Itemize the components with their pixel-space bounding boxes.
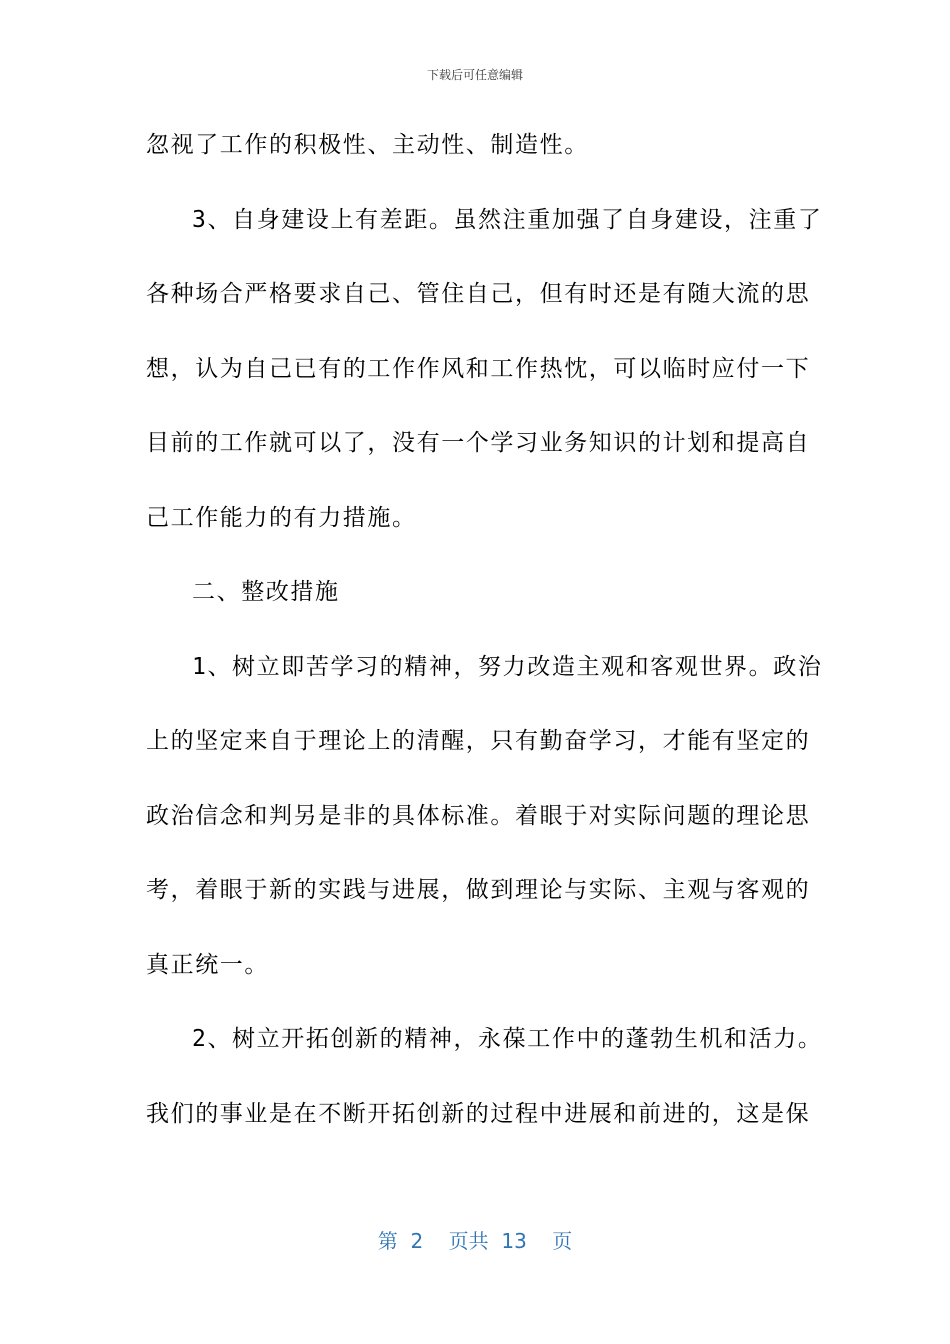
paragraph-line: 目前的工作就可以了，没有一个学习业务知识的计划和提高自 bbox=[146, 430, 811, 456]
paragraph-line: 3、自身建设上有差距。虽然注重加强了自身建设，注重了 bbox=[192, 206, 823, 233]
footer-suffix: 页 bbox=[552, 1229, 573, 1253]
paragraph-line: 己工作能力的有力措施。 bbox=[146, 504, 417, 531]
paragraph-line: 考，着眼于新的实践与进展，做到理论与实际、主观与客观的 bbox=[146, 877, 811, 903]
paragraph-line: 1、树立即苦学习的精神，努力改造主观和客观世界。政治 bbox=[192, 653, 823, 680]
current-page-number: 2 bbox=[410, 1229, 424, 1253]
paragraph-line: 各种场合严格要求自己、管住自己，但有时还是有随大流的思 bbox=[146, 281, 811, 307]
total-pages: 13 bbox=[501, 1229, 527, 1253]
paragraph-line: 政治信念和判另是非的具体标准。着眼于对实际问题的理论思 bbox=[146, 802, 811, 829]
paragraph-line: 我们的事业是在不断开拓创新的过程中进展和前进的，这是保 bbox=[146, 1100, 811, 1127]
paragraph-line: 想，认为自己已有的工作作风和工作热忱，可以临时应付一下 bbox=[146, 355, 811, 382]
section-heading: 二、整改措施 bbox=[192, 579, 340, 605]
footer-prefix: 第 bbox=[377, 1229, 398, 1253]
paragraph-line: 2、树立开拓创新的精神，永葆工作中的蓬勃生机和活力。 bbox=[192, 1026, 823, 1052]
header-note: 下载后可任意编辑 bbox=[426, 68, 523, 82]
page-footer bbox=[0, 1225, 950, 1254]
paragraph-line: 真正统一。 bbox=[146, 951, 269, 978]
document-body bbox=[146, 118, 823, 1161]
paragraph-line: 忽视了工作的积极性、主动性、制造性。 bbox=[146, 132, 589, 158]
paragraph-line: 上的坚定来自于理论上的清醒，只有勤奋学习，才能有坚定的 bbox=[146, 728, 811, 754]
footer-middle: 页共 bbox=[448, 1229, 489, 1253]
